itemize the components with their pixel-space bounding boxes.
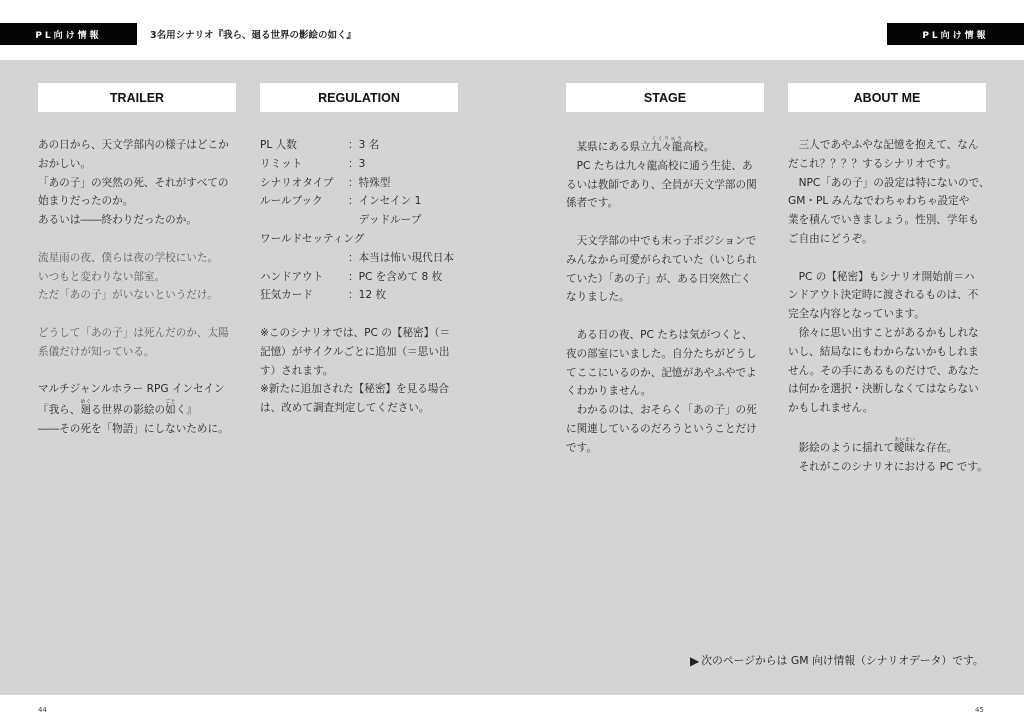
regulation-value: ：本当は怖い現代日本 xyxy=(348,251,454,264)
page-number-right: 45 xyxy=(975,706,984,714)
text-line: ただ「あの子」がいないというだけ。 xyxy=(38,289,218,302)
page-number-left: 44 xyxy=(38,706,47,714)
text-segment: 『我ら、 xyxy=(38,404,81,417)
text-line: あるいは――終わりだったのか。 xyxy=(38,214,197,227)
regulation-row xyxy=(260,174,458,193)
text-line: 天文学部の中でも末っ子ポジションで xyxy=(566,234,757,247)
ruby-base: 曖昧 xyxy=(893,441,916,454)
regulation-row xyxy=(260,286,458,305)
regulation-key: 狂気カード xyxy=(260,289,313,302)
text-line: 系儀だけが知っている。 xyxy=(38,345,155,358)
text-line xyxy=(566,136,764,157)
text-line: いし、結局なにもわからないかもしれま xyxy=(788,345,979,358)
paragraph xyxy=(788,437,986,477)
text-line: 係者です。 xyxy=(566,197,619,210)
text-segment: 某県にある県立 xyxy=(566,141,651,153)
text-line: みんなから可愛がられていた（いじられ xyxy=(566,253,757,266)
regulation-value: ：インセイン 1 xyxy=(348,195,422,208)
about-me-heading: ABOUT ME xyxy=(788,83,986,112)
stage-body xyxy=(566,136,764,458)
text-line: マルチジャンルホラー RPG インセイン xyxy=(38,383,225,396)
about-me-column xyxy=(788,83,990,495)
text-line: PC の【秘密】もシナリオ開始前＝ハ xyxy=(788,270,975,283)
stage-column xyxy=(566,83,764,476)
regulation-row xyxy=(260,249,458,268)
text-line: 三人であやふやな記憶を抱えて、なん xyxy=(788,139,979,151)
ruby-base: 廻 xyxy=(80,404,91,417)
running-title: 3名用シナリオ『我ら、廻る世界の影絵の如く』 xyxy=(150,30,357,41)
text-line: 流星雨の夜、僕らは夜の学校にいた。 xyxy=(38,251,219,264)
text-line: PC たちは九々龍高校に通う生徒、あ xyxy=(566,159,753,172)
regulation-key: ハンドアウト xyxy=(260,270,324,283)
paragraph xyxy=(566,326,764,458)
text-line: ※このシナリオでは、PC の【秘密】（＝ xyxy=(260,326,451,339)
pl-info-tag-right: PL向け情報 xyxy=(887,23,1024,45)
paragraph xyxy=(38,136,236,230)
text-line: てここにいるのか、記憶があやふやでよ xyxy=(566,366,757,379)
text-segment: な存在。 xyxy=(915,441,958,454)
regulation-notes xyxy=(260,324,458,418)
regulation-value: ：12 枚 xyxy=(348,289,387,302)
text-line: ※新たに追加された【秘密】を見る場合 xyxy=(260,383,449,396)
text-line: 記憶）がサイクルごとに追加（＝思い出 xyxy=(260,345,450,358)
regulation-value: ：特殊型 xyxy=(348,176,391,189)
trailer-body xyxy=(38,136,236,439)
regulation-row xyxy=(260,155,458,174)
text-line: ていた）「あの子」が、ある日突然亡く xyxy=(566,272,752,285)
text-line: せん。その手にあるものだけで、あなた xyxy=(788,364,980,377)
regulation-key: シナリオタイプ xyxy=(260,176,334,189)
text-line: るいは教師であり、全員が天文学部の関 xyxy=(566,178,757,191)
next-page-text: 次のページからは GM 向け情報（シナリオデータ）です。 xyxy=(701,654,984,667)
trailer-column xyxy=(38,83,236,458)
text-line: あの日から、天文学部内の様子はどこか xyxy=(38,139,229,151)
ruby-text xyxy=(650,136,683,153)
text-line: GM・PL みんなでわちゃわちゃ設定や xyxy=(788,195,970,208)
regulation-row xyxy=(260,211,458,230)
ruby-text xyxy=(893,436,916,454)
text-line: に関連しているのだろうということだけ xyxy=(566,422,757,435)
text-line: どうして「あの子」は死んだのか、太陽 xyxy=(38,326,229,339)
about-me-body xyxy=(788,136,990,476)
regulation-row xyxy=(260,192,458,211)
regulation-key: ワールドセッティング xyxy=(260,232,365,245)
paragraph xyxy=(38,324,236,362)
text-line: 始まりだったのか。 xyxy=(38,195,134,208)
text-segment: 高校。 xyxy=(682,141,715,153)
regulation-value: ：3 xyxy=(348,157,366,170)
ruby-base: 如 xyxy=(165,404,176,417)
text-line: 徐々に思い出すことがあるかもしれな xyxy=(788,326,979,339)
regulation-value: ：3 名 xyxy=(348,139,380,151)
paragraph xyxy=(38,380,236,438)
ruby-text xyxy=(80,399,91,417)
ruby-reading: あいまい xyxy=(893,436,916,443)
paragraph xyxy=(566,136,764,213)
text-line: なりました。 xyxy=(566,291,630,304)
paragraph xyxy=(788,268,986,418)
regulation-value: デッドループ xyxy=(348,214,422,227)
text-line: は何かを選択・決断しなくてはならない xyxy=(788,383,979,396)
text-line xyxy=(788,437,986,458)
regulation-row xyxy=(260,136,458,155)
text-line: 業を積んでいきましょう。性別、学年も xyxy=(788,214,979,227)
pl-info-tag-left: PL向け情報 xyxy=(0,23,137,45)
regulation-key: ルールブック xyxy=(260,195,323,208)
regulation-row xyxy=(260,230,458,249)
regulation-key xyxy=(260,211,348,230)
text-line: NPC「あの子」の設定は特にないので、 xyxy=(788,176,990,189)
regulation-heading: REGULATION xyxy=(260,83,458,112)
text-line: ンドアウト決定時に渡されるものは、不 xyxy=(788,289,979,302)
regulation-key xyxy=(260,249,348,268)
ruby-reading: ごと xyxy=(165,399,176,406)
ruby-base: 九々龍 xyxy=(650,141,683,153)
text-line: それがこのシナリオにおける PC です。 xyxy=(788,460,988,473)
regulation-value: ：PC を含めて 8 枚 xyxy=(348,270,443,283)
text-line xyxy=(38,399,236,420)
text-segment: る世界の影絵の xyxy=(90,404,166,417)
text-segment: く』 xyxy=(175,404,197,417)
text-line: 「あの子」の突然の死、それがすべての xyxy=(38,176,229,189)
regulation-key: PL 人数 xyxy=(260,139,297,151)
text-line: ――その死を「物語」にしないために。 xyxy=(38,422,229,435)
text-line: ご自由にどうぞ。 xyxy=(788,232,873,245)
trailer-heading: TRAILER xyxy=(38,83,236,112)
text-line: わかるのは、おそらく「あの子」の死 xyxy=(566,404,757,417)
text-line: 完全な内容となっています。 xyxy=(788,308,925,321)
text-line: です。 xyxy=(566,441,597,454)
text-line: かもしれません。 xyxy=(788,402,874,415)
ruby-reading: くくりゅう xyxy=(650,136,683,142)
paragraph xyxy=(566,232,764,307)
text-line: だこれ？？？？するシナリオです。 xyxy=(788,157,957,170)
ruby-reading: めぐ xyxy=(80,399,91,406)
text-line: ある日の夜、PC たちは気がつくと、 xyxy=(566,328,753,341)
regulation-row xyxy=(260,268,458,287)
text-line: は、改めて調査判定してください。 xyxy=(260,402,430,415)
text-line: す）されます。 xyxy=(260,364,334,377)
stage-heading: STAGE xyxy=(566,83,764,112)
regulation-key: リミット xyxy=(260,157,303,170)
next-page-note xyxy=(690,653,984,668)
regulation-body xyxy=(260,136,458,418)
text-line: いつもと変わりない部室。 xyxy=(38,270,166,283)
text-line: くわかりません。 xyxy=(566,385,652,398)
triangle-right-icon: ▶ xyxy=(690,653,700,668)
text-segment: 影絵のように揺れて xyxy=(788,441,894,454)
text-line: おかしい。 xyxy=(38,157,91,170)
text-line: 夜の部室にいました。自分たちがどうし xyxy=(566,347,757,360)
paragraph xyxy=(788,136,990,249)
ruby-text xyxy=(165,399,176,417)
regulation-table xyxy=(260,136,458,305)
paragraph xyxy=(38,249,236,305)
regulation-column xyxy=(260,83,458,437)
